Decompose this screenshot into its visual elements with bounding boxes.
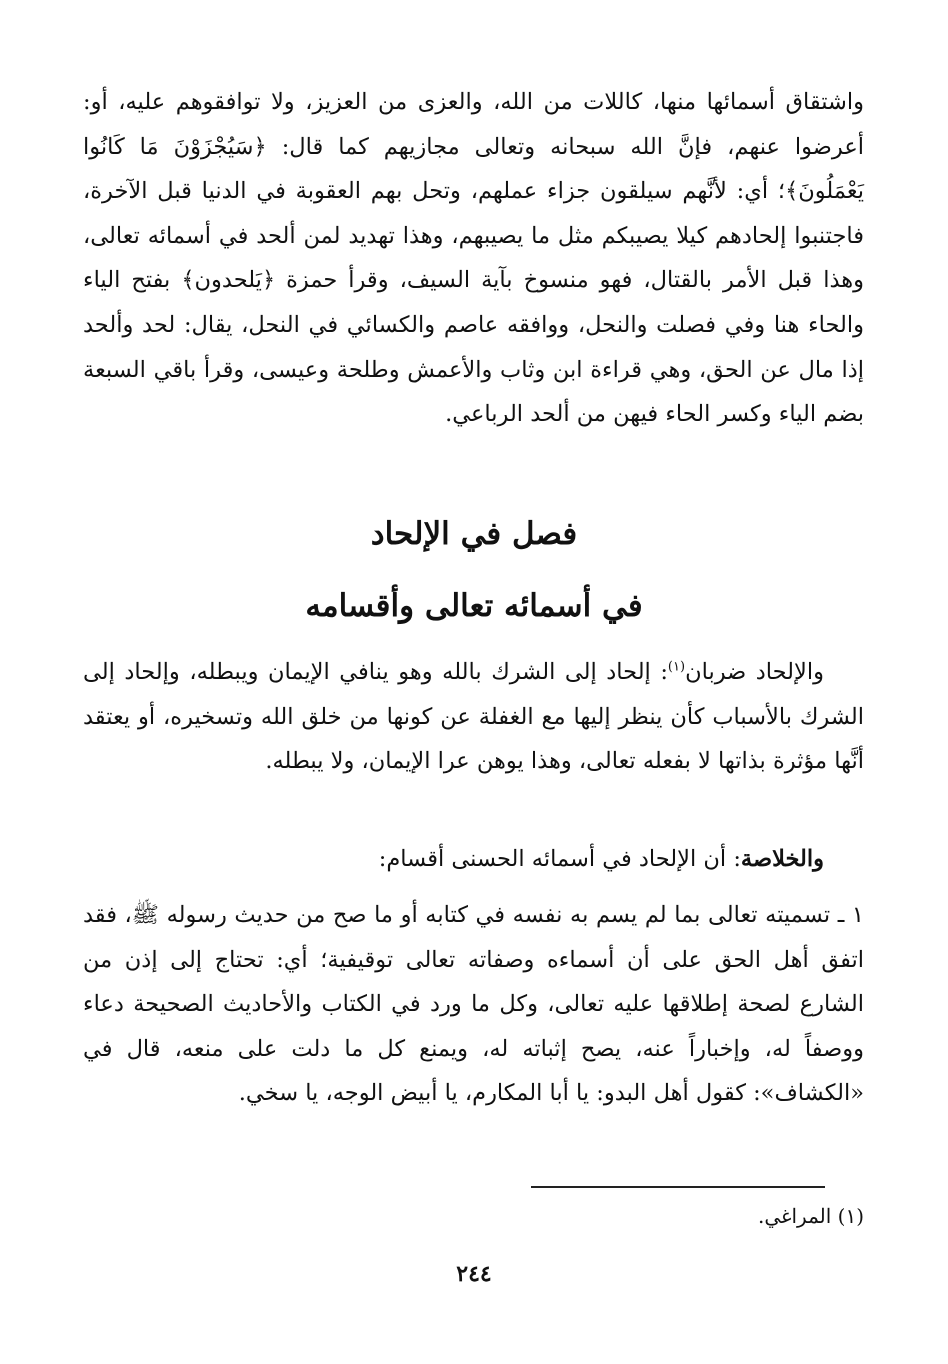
section-subheading: في أسمائه تعالى وأقسامه	[305, 588, 643, 624]
page-number: ٢٤٤	[456, 1261, 492, 1287]
paragraph-continuation: واشتقاق أسمائها منها، كاللات من الله، والعزى من العزيز، ولا توافقوهم عليه، أو: أعرضوا عنهم، فإنَّ الله سبحانه وتعالى مجازيهم كما قال: ﴿سَيُجْزَوْنَ مَا كَانُوا يَعْمَلُونَ﴾؛ أي: لأنَّهم سيلقون جزاء عملهم، وتحل بهم العقوبة في الدنيا قبل الآخرة، فاجتنبوا إلحادهم كيلا يصيبكم مثل ما يصيبهم، وهذا تهديد لمن ألحد في أسمائه تعالى، وهذا قبل الأمر بالقتال، فهو منسوخ بآية السيف، وقرأ حمزة ﴿يَلحدون﴾ بفتح الياء والحاء هنا وفي فصلت والنحل، ووافقه عاصم والكسائي في النحل، يقال: لحد وألحد إذا مال عن الحق، وهي قراءة ابن وثاب والأعمش وطلحة وعيسى، وقرأ باقي السبعة بضم الياء وكسر الحاء فيهن من ألحد الرباعي.	[83, 89, 864, 428]
footnote-divider	[531, 1186, 825, 1188]
footnote-reference[interactable]: (١)	[667, 659, 686, 675]
section-heading: فصل في الإلحاد	[370, 516, 578, 552]
summary-label: والخلاصة	[740, 846, 824, 872]
paragraph-point-1: ١ ـ تسميته تعالى بما لم يسم به نفسه في كتابه أو ما صح من حديث رسوله ﷺ، فقد اتفق أهل الحق على أن أسماءه وصفاته تعالى توقيفية؛ أي: تحتاج إلى إذن من الشارع لصحة إطلاقها عليه تعالى، وكل ما ورد في الكتاب والأحاديث الصحيحة دعاء ووصفاً له، وإخباراً عنه، يصح إثباته له، ويمنع كل ما دلت على منعه، قال في «الكشاف»: كقول أهل البدو: يا أبا المكارم، يا أبيض الوجه، يا سخي.	[83, 902, 864, 1107]
ilhad-lead-text: والإلحاد ضربان	[685, 659, 824, 685]
paragraph-summary	[83, 837, 864, 882]
summary-text: : أن الإلحاد في أسمائه الحسنى أقسام:	[378, 846, 741, 872]
footnote: (١) المراغي.	[757, 1204, 864, 1228]
paragraph-ilhad-types	[83, 650, 864, 784]
ilhad-body-text: : إلحاد إلى الشرك بالله وهو ينافي الإيمان ويبطله، وإلحاد إلى الشرك بالأسباب كأن ينظر إليها مع الغفلة عن كونها من خلق الله وتسخيره، أو يعتقد أنَّها مؤثرة بذاتها لا بفعله تعالى، وهذا يوهن عرا الإيمان، ولا يبطله.	[83, 659, 864, 775]
